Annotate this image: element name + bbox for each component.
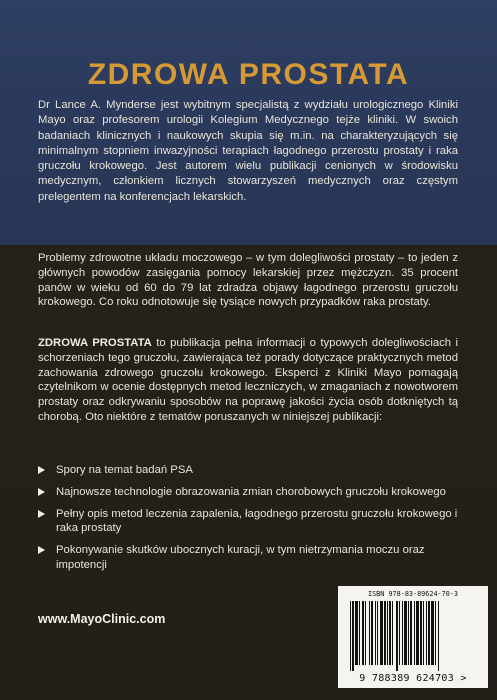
barcode-panel <box>338 586 488 688</box>
isbn-label: ISBN 978-83-89624-70-3 <box>367 590 459 598</box>
list-item: Pełny opis metod leczenia zapalenia, łagodnego przerostu gruczołu krokowego i raka prostaty <box>38 507 463 537</box>
list-item: Pokonywanie skutków ubocznych kuracji, w tym nietrzymania moczu oraz impotencji <box>38 543 463 573</box>
bullet-triangle-icon <box>38 546 45 554</box>
book-title: ZDROWA PROSTATA <box>87 58 410 91</box>
topics-list <box>38 463 463 580</box>
list-item: Spory na temat badań PSA <box>38 463 463 478</box>
description-paragraph <box>38 336 458 425</box>
author-bio: Dr Lance A. Mynderse jest wybitnym specjalistą z wydziału urologicznego Kliniki Mayo oraz profesorem urologii Kolegium Medycznego tejże kliniki. W swoich badaniach klinicznych i naukowych skupia się m.in. na charakteryzujących się minimalnym stopniem inwazyjności terapiach łagodnego przerostu prostaty i raka gruczołu krokowego. Jest autorem wielu publikacji cenionych w środowisku medycznym, członkiem licznych stowarzyszeń medycznych oraz częstym prelegentem na konferencjach lekarskich. <box>38 99 458 203</box>
bullet-triangle-icon <box>38 488 45 496</box>
intro-paragraph: Problemy zdrowotne układu moczowego – w tym dolegliwości prostaty – to jeden z głównych powodów zasięgania pomocy lekarskiej przez mężczyzn. 35 procent panów w wieku od 60 do 79 lat zdradza objawy łagodnego przerostu gruczołu krokowego. Co roku odnotowuje się tysiące nowych przypadków raka prostaty. <box>38 252 458 309</box>
list-item: Najnowsze technologie obrazowania zmian chorobowych gruczołu krokowego <box>38 485 463 500</box>
barcode-icon <box>348 601 480 671</box>
ean-number: 9 788389 624703 > <box>359 673 467 684</box>
bullet-triangle-icon <box>38 466 45 474</box>
description-text: to publikacja pełna informacji o typowych dolegliwościach i schorzeniach tego gruczołu, zawierająca też porady dotyczące praktycznych metod zachowania zdrowego gruczołu krokowego. Eksperci z Kliniki Mayo pomagają czytelnikom w ocenie dostępnych metod leczniczych, w zmaganiach z nowotworem prostaty oraz odkrywaniu sposobów na poprawę jakości życia osób dotkniętych tą chorobą. Oto niektóre z tematów poruszanych w niniejszej publikacji: <box>38 337 458 423</box>
website-link[interactable]: www.MayoClinic.com <box>38 612 166 626</box>
description-title: ZDROWA PROSTATA <box>38 337 152 349</box>
bullet-triangle-icon <box>38 510 45 518</box>
